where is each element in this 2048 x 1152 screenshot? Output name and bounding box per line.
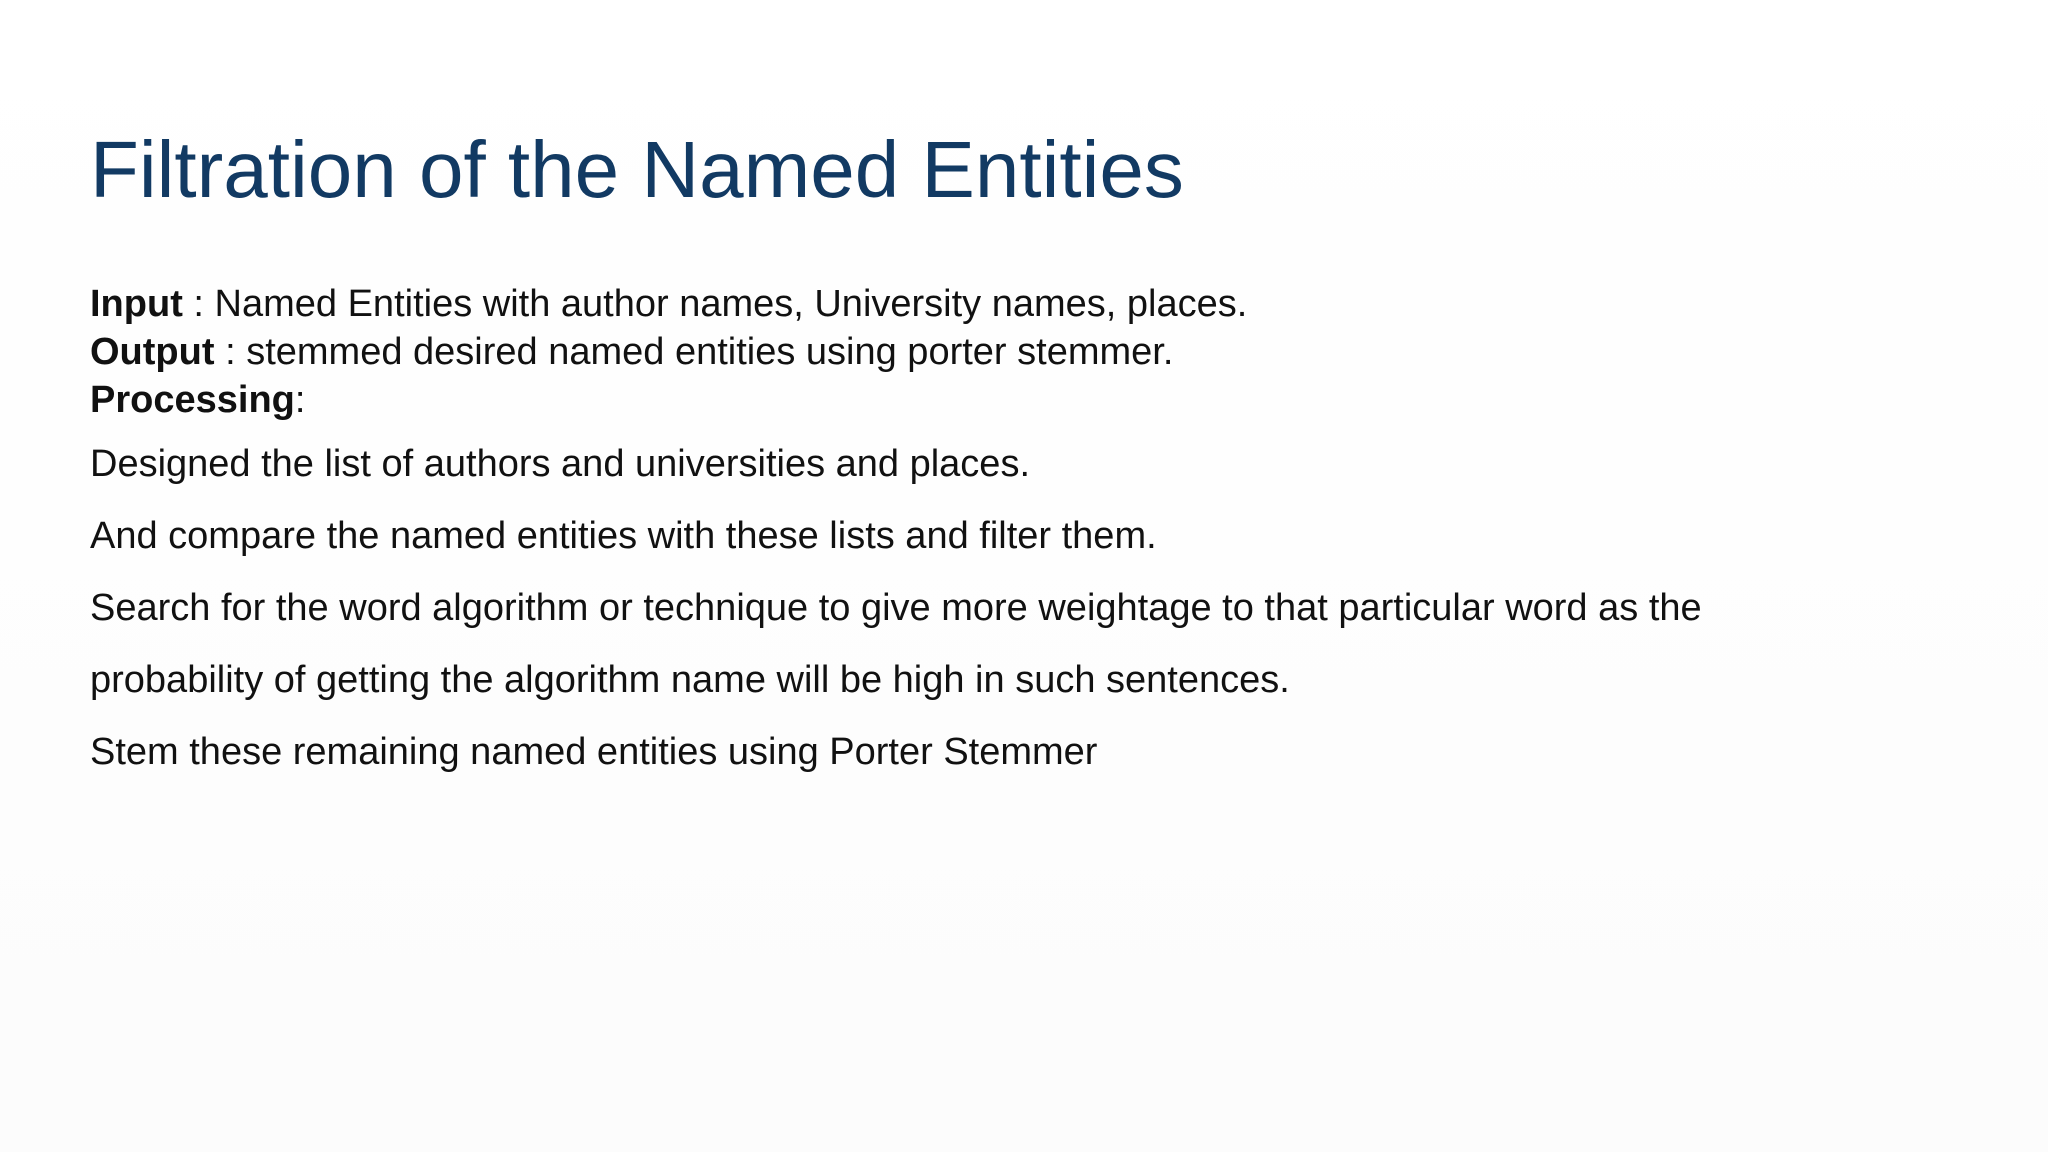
processing-line: [90, 376, 305, 424]
processing-text: :: [294, 379, 306, 421]
processing-step: Stem these remaining named entities using Porter Stemmer: [90, 731, 1098, 773]
output-line: [90, 328, 1173, 376]
slide-title: Filtration of the Named Entities: [90, 125, 1184, 214]
output-label: Output: [90, 331, 215, 373]
processing-step: Designed the list of authors and universities and places.: [90, 443, 1030, 485]
input-text: : Named Entities with author names, University names, places.: [182, 283, 1248, 325]
processing-step: And compare the named entities with these lists and filter them.: [90, 515, 1157, 557]
processing-label: Processing: [90, 379, 295, 421]
processing-step-continuation: probability of getting the algorithm name will be high in such sentences.: [90, 659, 1290, 701]
input-label: Input: [90, 283, 183, 325]
processing-step: Search for the word algorithm or technique to give more weightage to that particular word as the: [90, 587, 1702, 629]
input-line: [90, 280, 1247, 328]
output-text: : stemmed desired named entities using porter stemmer.: [214, 331, 1174, 373]
